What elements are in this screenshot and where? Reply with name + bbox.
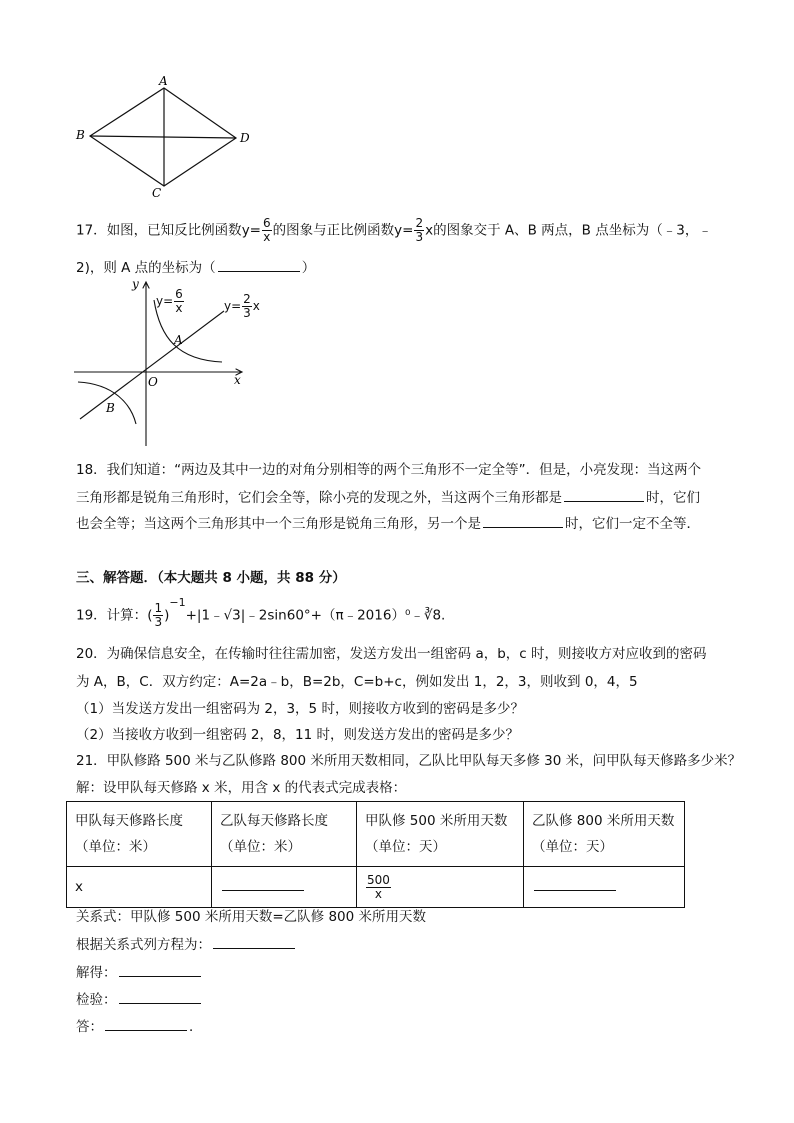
q17-text1: 如图，已知反比例函数 (106, 222, 242, 239)
q17-answer-blank[interactable] (218, 270, 300, 272)
table-header-cell-2 (212, 802, 357, 867)
q17-formula2-prefix: y= (394, 222, 414, 239)
q17-formula1-fraction (262, 217, 272, 244)
q21-equation-line (76, 933, 297, 953)
q21-line1: 21．甲队修路 500 米与乙队修路 800 米所用天数相同，乙队比甲队每天多修 30 米，问甲队每天修路多少米？ (76, 753, 742, 769)
cell-fraction (366, 874, 391, 901)
table-blank-1[interactable] (222, 889, 304, 891)
q21-equation-label: 根据关系式列方程为： (76, 937, 211, 953)
q19-expression: +|1﹣√3|﹣2sin60°+（π﹣2016）⁰﹣∛8. (185, 607, 446, 624)
cell-fraction-numerator: 500 (367, 872, 390, 887)
header-2-line1: 乙队每天修路长度 (220, 813, 328, 829)
cell-x-text: x (75, 879, 83, 895)
q18-blank-1[interactable] (564, 500, 644, 502)
q18-line3 (76, 512, 700, 532)
q21-answer-line (76, 1015, 203, 1035)
proportional-line (80, 311, 224, 419)
q21-answer-end: ． (189, 1019, 203, 1035)
q21-solve-blank[interactable] (119, 975, 201, 977)
point-b-label: B (106, 401, 115, 415)
graph-hyperbola-numerator: 6 (175, 287, 183, 301)
q19-denominator: 3 (154, 615, 163, 629)
graph-line-fraction (242, 293, 252, 320)
q21-relation: 关系式：甲队修 500 米所用天数=乙队修 800 米所用天数 (76, 909, 427, 925)
q21-check-line (76, 988, 203, 1008)
header-1-line1: 甲队每天修路长度 (75, 813, 183, 829)
q21-answer-label: 答： (76, 1019, 103, 1035)
graph-hyperbola-prefix: y= (156, 294, 174, 308)
graph-line-numerator: 2 (243, 292, 251, 306)
table-header-cell-4 (524, 802, 685, 867)
y-axis-label: y (132, 277, 139, 291)
q18-line2-end: 时，它们 (646, 490, 700, 506)
section-heading: 三、解答题．（本大题共 8 小题，共 88 分） (76, 570, 346, 586)
q17-formula1-denominator: x (263, 230, 271, 244)
q17-formula2-numerator: 2 (415, 216, 424, 230)
header-2-line2: （单位：米） (220, 839, 301, 855)
vertex-a-label: A (159, 74, 168, 88)
diagonal-bd (90, 136, 236, 138)
q21-check-blank[interactable] (119, 1002, 201, 1004)
header-4-line1: 乙队修 800 米所用天数 (532, 813, 675, 829)
q20-line1: 20．为确保信息安全，在传输时往往需加密，发送方发出一组密码 a，b，c 时，则接收方对应收到的密码 (76, 646, 707, 662)
q18-line3-text: 也会全等；当这两个三角形其中一个三角形是锐角三角形，另一个是 (76, 516, 481, 532)
origin-label: O (148, 375, 158, 389)
table-header-cell-3 (357, 802, 524, 867)
graph-line-denominator: 3 (243, 306, 251, 320)
q17-line2 (76, 256, 315, 276)
point-a-label: A (174, 333, 183, 347)
q19-label: 19．计算： (76, 607, 148, 624)
q18-line2 (76, 486, 700, 506)
q21-solve-line (76, 961, 203, 981)
graph-line-prefix: y= (224, 299, 242, 313)
graph-line-label (224, 293, 260, 320)
table-blank-2[interactable] (534, 889, 616, 891)
table-cell-fraction (357, 867, 524, 908)
q19-paren-open: ( (147, 607, 153, 624)
q17-line2-close: ） (301, 260, 316, 276)
q17-formula2-suffix: x (425, 222, 434, 239)
vertex-d-label: D (240, 131, 250, 145)
q18-line1: 18．我们知道：“两边及其中一边的对角分别相等的两个三角形不一定全等”．但是，小亮发现：当这两个 (76, 462, 702, 478)
q17-number: 17． (76, 222, 107, 239)
rhombus-figure (70, 74, 270, 198)
vertex-b-label: B (76, 128, 85, 142)
q19-fraction (153, 602, 163, 629)
q20-line2: 为 A，B，C．双方约定：A=2a﹣b，B=2b，C=b+c，例如发出 1，2，3，则收到 0，4，5 (76, 674, 638, 690)
header-4-line2: （单位：天） (532, 839, 613, 855)
q17-formula1-prefix: y= (241, 222, 261, 239)
q17-line2-text: 2)，则 A 点的坐标为（ (76, 260, 216, 276)
q21-line2: 解：设甲队每天修路 x 米，用含 x 的代表式完成表格： (76, 780, 407, 796)
table-cell-x (67, 867, 212, 908)
q17-formula2-denominator: 3 (415, 230, 424, 244)
cell-fraction-denominator: x (374, 886, 382, 901)
q17-formula1-numerator: 6 (263, 216, 271, 230)
graph-line-suffix: x (252, 299, 260, 313)
q17-formula2-fraction (414, 217, 424, 244)
q19-paren-close: ) (164, 607, 170, 624)
q21-solve-label: 解得： (76, 965, 117, 981)
q17-line1 (76, 217, 712, 244)
header-1-line2: （单位：米） (75, 839, 156, 855)
q20-part2: （2）当接收方收到一组密码 2，8，11 时，则发送方发出的密码是多少？ (76, 727, 520, 743)
q19-numerator: 1 (154, 601, 163, 615)
table-cell-blank-2[interactable] (524, 867, 685, 908)
q18-line3-end: 时，它们一定不全等． (565, 516, 700, 532)
table-answer-row (67, 867, 685, 908)
q20-part1: （1）当发送方发出一组密码为 2，3，5 时，则接收方收到的密码是多少？ (76, 701, 524, 717)
q17-text3: 的图象交于 A、B 两点，B 点坐标为（﹣3，﹣ (433, 222, 712, 239)
header-3-line2: （单位：天） (365, 839, 446, 855)
q21-check-label: 检验： (76, 992, 117, 1008)
header-3-line1: 甲队修 500 米所用天数 (365, 813, 508, 829)
graph-hyperbola-fraction (174, 288, 184, 315)
x-axis-label: x (234, 373, 241, 387)
q19-exponent: −1 (169, 596, 186, 609)
q21-table (66, 801, 685, 908)
vertex-c-label: C (152, 186, 162, 198)
table-cell-blank-1[interactable] (212, 867, 357, 908)
q21-equation-blank[interactable] (213, 947, 295, 949)
q17-text2: 的图象与正比例函数 (272, 222, 395, 239)
graph-hyperbola-denominator: x (175, 301, 183, 315)
graph-hyperbola-label (156, 288, 185, 315)
q21-answer-blank[interactable] (105, 1029, 187, 1031)
table-header-row (67, 802, 685, 867)
q18-blank-2[interactable] (483, 526, 563, 528)
table-header-cell-1 (67, 802, 212, 867)
q18-line2-text: 三角形都是锐角三角形时，它们会全等，除小亮的发现之外，当这两个三角形都是 (76, 490, 562, 506)
q19-line (76, 596, 446, 629)
